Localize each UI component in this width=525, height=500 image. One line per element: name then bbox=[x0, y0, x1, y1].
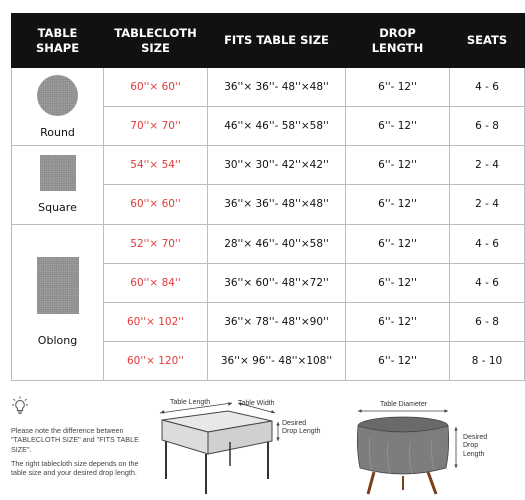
round-drop-length-label: Desired Drop Length bbox=[463, 434, 488, 458]
header-seats: SEATS bbox=[450, 14, 525, 68]
tablecloth-size-cell: 60''× 84'' bbox=[104, 263, 208, 302]
note-line-2: The right tablecloth size depends on the table size and your desired drop length. bbox=[11, 459, 139, 478]
oblong-table-icon bbox=[37, 257, 79, 314]
seats-cell: 8 - 10 bbox=[450, 341, 525, 380]
table-width-label: Table Width bbox=[238, 400, 275, 407]
drop-length-cell: 6''- 12'' bbox=[346, 107, 450, 146]
fits-table-size-cell: 36''× 60''- 48''×72'' bbox=[208, 263, 346, 302]
drop-length-cell: 6''- 12'' bbox=[346, 146, 450, 185]
table-row bbox=[12, 224, 525, 263]
square-table-icon bbox=[40, 155, 76, 191]
lightbulb-icon bbox=[12, 396, 28, 416]
seats-cell: 6 - 8 bbox=[450, 107, 525, 146]
drop-length-cell: 6''- 12'' bbox=[346, 302, 450, 341]
size-note bbox=[11, 426, 146, 483]
table-length-label: Table Length bbox=[170, 399, 211, 406]
note-line-1: Please note the difference between "TABLECLOTH SIZE" and "FITS TABLE SIZE". bbox=[11, 426, 139, 454]
shape-label: Oblong bbox=[37, 334, 78, 348]
drop-length-label: Desired Drop Length bbox=[282, 420, 321, 436]
shape-cell-round bbox=[12, 68, 104, 146]
drop-length-cell: 6''- 12'' bbox=[346, 341, 450, 380]
seats-cell: 4 - 6 bbox=[450, 68, 525, 107]
tablecloth-size-cell: 60''× 120'' bbox=[104, 341, 208, 380]
fits-table-size-cell: 46''× 46''- 58''×58'' bbox=[208, 107, 346, 146]
drop-length-cell: 6''- 12'' bbox=[346, 68, 450, 107]
tablecloth-size-cell: 52''× 70'' bbox=[104, 224, 208, 263]
round-table-diagram bbox=[348, 398, 494, 498]
header-row bbox=[12, 14, 525, 68]
seats-cell: 2 - 4 bbox=[450, 146, 525, 185]
seats-cell: 4 - 6 bbox=[450, 263, 525, 302]
fits-table-size-cell: 36''× 96''- 48''×108'' bbox=[208, 341, 346, 380]
tablecloth-size-table bbox=[11, 13, 525, 381]
seats-cell: 2 - 4 bbox=[450, 185, 525, 224]
round-table-icon bbox=[37, 75, 78, 116]
shape-label: Square bbox=[38, 201, 77, 215]
shape-cell-oblong bbox=[12, 224, 104, 381]
fits-table-size-cell: 28''× 46''- 40''×58'' bbox=[208, 224, 346, 263]
shape-label: Round bbox=[40, 125, 75, 139]
tablecloth-size-cell: 60''× 60'' bbox=[104, 68, 208, 107]
fits-table-size-cell: 36''× 78''- 48''×90'' bbox=[208, 302, 346, 341]
fits-table-size-cell: 36''× 36''- 48''×48'' bbox=[208, 68, 346, 107]
tablecloth-size-cell: 60''× 60'' bbox=[104, 185, 208, 224]
table-row bbox=[12, 146, 525, 185]
header-tablecloth-size: TABLECLOTH SIZE bbox=[104, 14, 208, 68]
tablecloth-size-cell: 70''× 70'' bbox=[104, 107, 208, 146]
drop-length-cell: 6''- 12'' bbox=[346, 224, 450, 263]
shape-cell-square bbox=[12, 146, 104, 224]
tablecloth-size-cell: 54''× 54'' bbox=[104, 146, 208, 185]
fits-table-size-cell: 30''× 30''- 42''×42'' bbox=[208, 146, 346, 185]
drop-length-cell: 6''- 12'' bbox=[346, 263, 450, 302]
drop-length-cell: 6''- 12'' bbox=[346, 185, 450, 224]
seats-cell: 4 - 6 bbox=[450, 224, 525, 263]
header-fits-table-size: FITS TABLE SIZE bbox=[208, 14, 346, 68]
table-row bbox=[12, 68, 525, 107]
rectangular-table-diagram bbox=[150, 394, 335, 498]
fits-table-size-cell: 36''× 36''- 48''×48'' bbox=[208, 185, 346, 224]
header-drop-length: DROP LENGTH bbox=[346, 14, 450, 68]
table-diameter-label: Table Diameter bbox=[380, 401, 428, 408]
tablecloth-size-cell: 60''× 102'' bbox=[104, 302, 208, 341]
header-table-shape: TABLE SHAPE bbox=[12, 14, 104, 68]
seats-cell: 6 - 8 bbox=[450, 302, 525, 341]
